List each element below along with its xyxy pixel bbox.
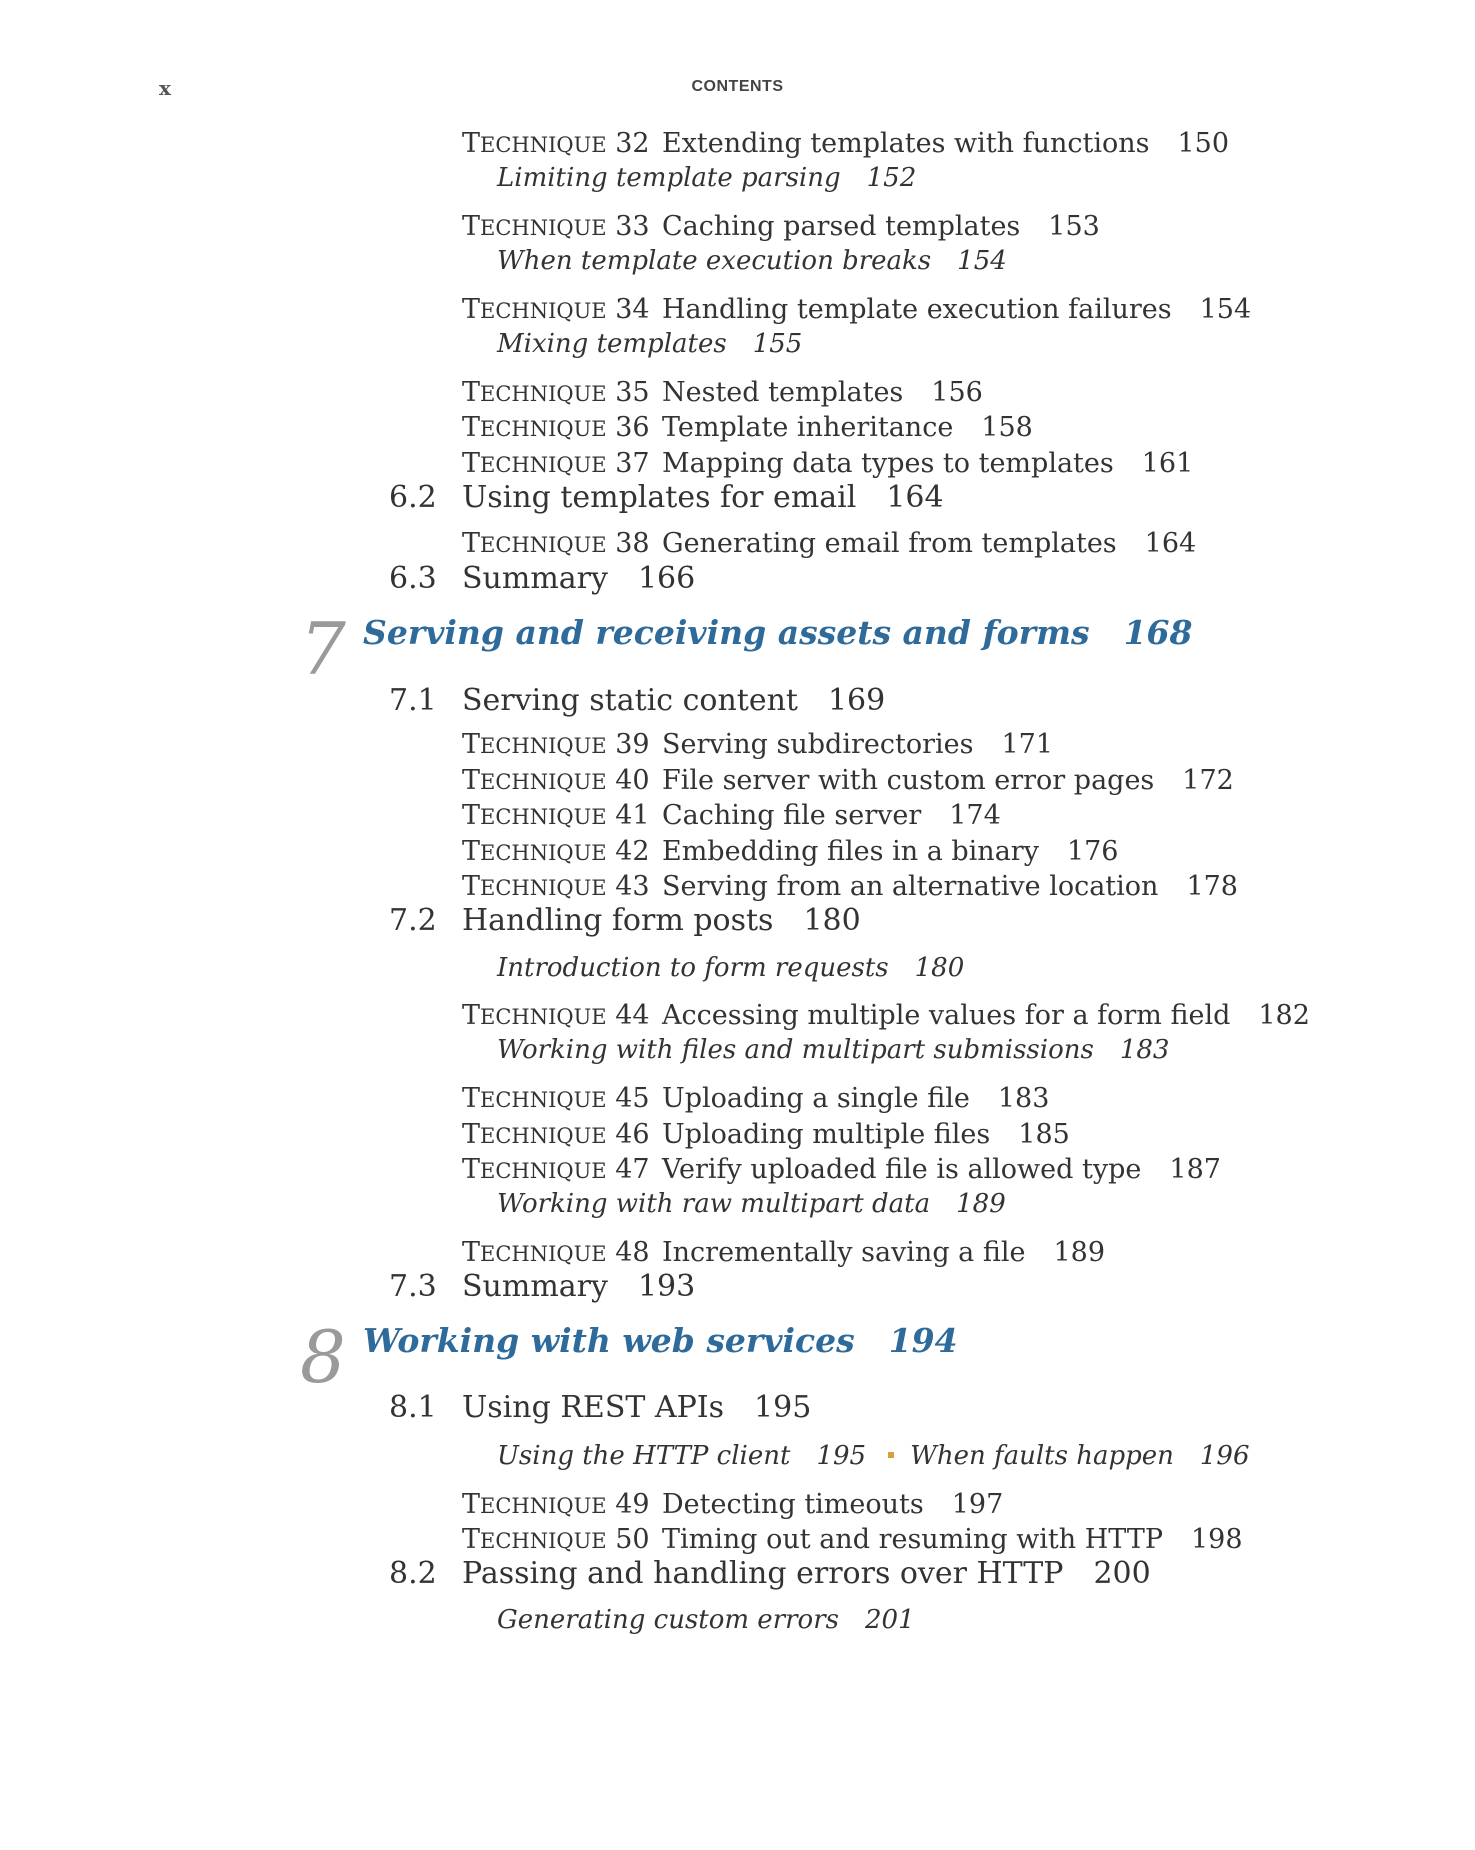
page-ref: 196: [1199, 1441, 1250, 1471]
section-number: 7.1: [389, 683, 437, 718]
toc-subtopic-entry[interactable]: [497, 329, 802, 359]
technique-label: TECHNIQUE 45: [462, 1083, 650, 1114]
page-ref: 161: [1141, 448, 1194, 479]
page-number: x: [159, 76, 171, 100]
technique-title: Accessing multiple values for a form field: [662, 1000, 1231, 1031]
toc-subtopic-entry[interactable]: [497, 1441, 1250, 1471]
toc-technique-entry[interactable]: [462, 765, 1234, 796]
toc-technique-entry[interactable]: [462, 412, 1033, 443]
page-ref: 152: [866, 163, 917, 193]
toc-technique-entry[interactable]: [462, 1237, 1105, 1268]
toc-section-entry[interactable]: [389, 903, 861, 938]
toc-subtopic-entry[interactable]: [497, 1035, 1169, 1065]
subtopic-title: Working with files and multipart submissions: [497, 1035, 1094, 1065]
subtopic-title: Introduction to form requests: [497, 953, 889, 983]
section-number: 6.3: [389, 561, 437, 596]
technique-label: TECHNIQUE 34: [462, 294, 650, 325]
technique-label: TECHNIQUE 39: [462, 729, 650, 760]
toc-subtopic-entry[interactable]: [497, 246, 1007, 276]
technique-label: TECHNIQUE 35: [462, 377, 650, 408]
page-ref: 154: [1199, 294, 1252, 325]
technique-title: Serving from an alternative location: [662, 871, 1159, 902]
toc-subtopic-entry[interactable]: [497, 953, 964, 983]
toc-technique-entry[interactable]: [462, 294, 1251, 325]
page-ref: 195: [754, 1390, 812, 1425]
page-ref: 150: [1177, 128, 1230, 159]
technique-title: Generating email from templates: [662, 528, 1117, 559]
technique-title: Timing out and resuming with HTTP: [662, 1524, 1163, 1555]
toc-technique-entry[interactable]: [462, 448, 1193, 479]
page-ref: 183: [1119, 1035, 1170, 1065]
page-ref: 195: [816, 1441, 867, 1471]
section-number: 8.2: [389, 1556, 437, 1591]
page-ref: 166: [637, 561, 696, 596]
technique-title: Uploading a single file: [662, 1083, 970, 1114]
toc-technique-entry[interactable]: [462, 1119, 1070, 1150]
chapter-number: 7: [300, 607, 346, 691]
page-ref: 183: [997, 1083, 1050, 1114]
toc-technique-entry[interactable]: [462, 800, 1001, 831]
chapter-title: Serving and receiving assets and forms 168: [363, 613, 1193, 652]
page-ref: 178: [1186, 871, 1238, 902]
chapter-title: Working with web services 194: [363, 1321, 958, 1360]
toc-technique-entry[interactable]: [462, 871, 1238, 902]
subtopic-title: When template execution breaks: [497, 246, 932, 276]
toc-technique-entry[interactable]: [462, 1083, 1049, 1114]
page-ref: 174: [949, 800, 1001, 831]
page-ref: 171: [1001, 729, 1054, 760]
toc-technique-entry[interactable]: [462, 836, 1119, 867]
page-ref: 194: [888, 1321, 958, 1360]
toc-technique-entry[interactable]: [462, 211, 1100, 242]
toc-subtopic-entry[interactable]: [497, 1189, 1006, 1219]
toc-section-entry[interactable]: [389, 1390, 811, 1425]
page-ref: 189: [1053, 1237, 1106, 1268]
chapter-number: 8: [300, 1315, 346, 1399]
page-ref: 180: [914, 953, 965, 983]
bullet-separator: [888, 1452, 894, 1458]
page-ref: 169: [827, 683, 886, 718]
technique-label: TECHNIQUE 37: [462, 448, 650, 479]
technique-title: Nested templates: [662, 377, 904, 408]
subtopic-title: Generating custom errors: [497, 1605, 839, 1635]
subtopic-title: Working with raw multipart data: [497, 1189, 931, 1219]
page-ref: 155: [752, 329, 803, 359]
technique-label: TECHNIQUE 47: [462, 1154, 650, 1185]
toc-technique-entry[interactable]: [462, 1524, 1243, 1555]
technique-title: Caching parsed templates: [662, 211, 1021, 242]
technique-label: TECHNIQUE 44: [462, 1000, 650, 1031]
page-ref: 200: [1093, 1556, 1151, 1591]
toc-section-entry[interactable]: [389, 1269, 695, 1304]
page-ref: 168: [1123, 613, 1193, 652]
technique-title: File server with custom error pages: [662, 765, 1155, 796]
technique-label: TECHNIQUE 43: [462, 871, 650, 902]
section-title: Passing and handling errors over HTTP: [462, 1556, 1064, 1591]
page-ref: 164: [1144, 528, 1197, 559]
toc-technique-entry[interactable]: [462, 729, 1053, 760]
page-ref: 182: [1258, 1000, 1310, 1031]
technique-title: Detecting timeouts: [662, 1489, 924, 1520]
technique-title: Mapping data types to templates: [662, 448, 1114, 479]
page-ref: 153: [1048, 211, 1100, 242]
technique-title: Template inheritance: [662, 412, 954, 443]
toc-technique-entry[interactable]: [462, 1154, 1221, 1185]
toc-section-entry[interactable]: [389, 683, 885, 718]
section-title: Summary: [462, 1269, 608, 1304]
page-ref: 201: [864, 1605, 915, 1635]
technique-label: TECHNIQUE 48: [462, 1237, 650, 1268]
technique-label: TECHNIQUE 50: [462, 1524, 650, 1555]
section-title: Handling form posts: [462, 903, 774, 938]
technique-title: Uploading multiple files: [662, 1119, 991, 1150]
section-title: Summary: [462, 561, 608, 596]
technique-label: TECHNIQUE 38: [462, 528, 650, 559]
page-ref: 198: [1191, 1524, 1243, 1555]
page-ref: 176: [1066, 836, 1119, 867]
toc-subtopic-entry[interactable]: [497, 163, 916, 193]
technique-label: TECHNIQUE 33: [462, 211, 650, 242]
toc-technique-entry[interactable]: [462, 1000, 1310, 1031]
page-ref: 189: [956, 1189, 1006, 1219]
section-title: Using templates for email: [462, 480, 857, 515]
technique-title: Incrementally saving a file: [662, 1237, 1026, 1268]
technique-label: TECHNIQUE 49: [462, 1489, 650, 1520]
section-title: Serving static content: [462, 683, 798, 718]
toc-technique-entry[interactable]: [462, 377, 983, 408]
technique-title: Embedding files in a binary: [662, 836, 1039, 867]
page-ref: 172: [1182, 765, 1234, 796]
page-ref: 197: [951, 1489, 1004, 1520]
section-number: 8.1: [389, 1390, 437, 1425]
subtopic-title: Using the HTTP client: [497, 1441, 791, 1471]
page-ref: 193: [637, 1269, 696, 1304]
subtopic-title: Limiting template parsing: [497, 163, 841, 193]
technique-title: Serving subdirectories: [662, 729, 974, 760]
technique-title: Handling template execution failures: [662, 294, 1172, 325]
section-number: 6.2: [389, 480, 437, 515]
technique-label: TECHNIQUE 42: [462, 836, 650, 867]
technique-label: TECHNIQUE 40: [462, 765, 650, 796]
page-ref: 156: [931, 377, 983, 408]
section-number: 7.2: [389, 903, 437, 938]
toc-section-entry[interactable]: [389, 1556, 1151, 1591]
page-ref: 154: [957, 246, 1007, 276]
toc-technique-entry[interactable]: [462, 128, 1229, 159]
running-header: CONTENTS: [691, 78, 784, 95]
toc-subtopic-entry[interactable]: [497, 1605, 915, 1635]
technique-label: TECHNIQUE 46: [462, 1119, 650, 1150]
section-title: Using REST APIs: [462, 1390, 725, 1425]
page-ref: 185: [1018, 1119, 1070, 1150]
subtopic-title: When faults happen: [910, 1441, 1174, 1471]
technique-title: Extending templates with functions: [662, 128, 1150, 159]
technique-title: Verify uploaded file is allowed type: [662, 1154, 1142, 1185]
section-number: 7.3: [389, 1269, 437, 1304]
toc-section-entry[interactable]: [389, 480, 944, 515]
page-ref: 187: [1169, 1154, 1221, 1185]
technique-title: Caching file server: [662, 800, 922, 831]
page-ref: 158: [981, 412, 1033, 443]
subtopic-title: Mixing templates: [497, 329, 727, 359]
technique-label: TECHNIQUE 36: [462, 412, 650, 443]
technique-label: TECHNIQUE 32: [462, 128, 650, 159]
technique-label: TECHNIQUE 41: [462, 800, 650, 831]
toc-technique-entry[interactable]: [462, 528, 1196, 559]
page-ref: 164: [886, 480, 944, 515]
page-ref: 180: [803, 903, 861, 938]
toc-technique-entry[interactable]: [462, 1489, 1003, 1520]
toc-section-entry[interactable]: [389, 561, 695, 596]
